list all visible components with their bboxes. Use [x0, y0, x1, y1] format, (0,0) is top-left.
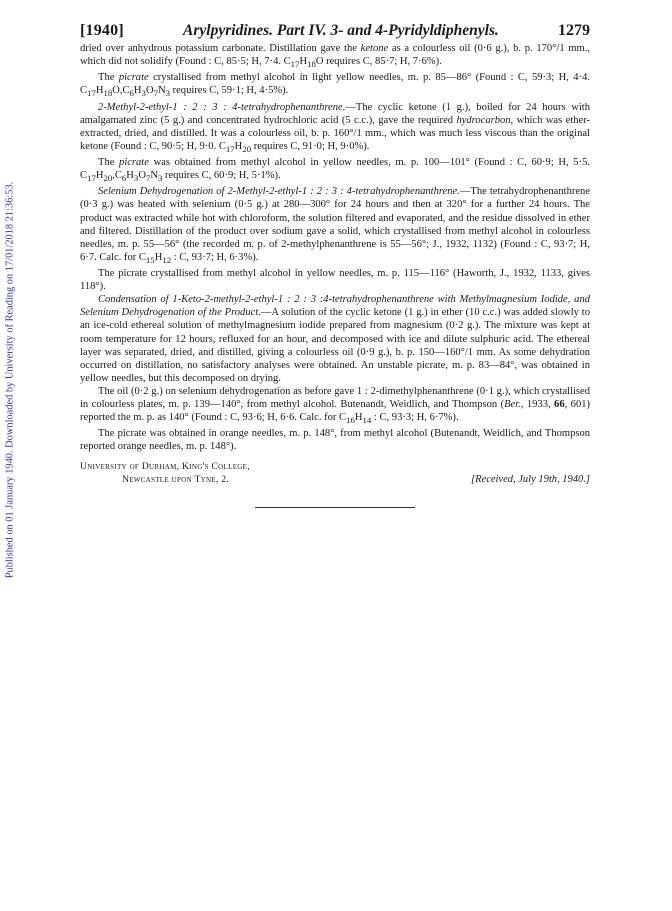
body-paragraph: The picrate was obtained from methyl alcohol in yellow needles, m. p. 100—101° (Found : C, 60·9; H, 5·5. $C_{17}H_{20},C_6H_3O_7N_3$ requires C, 60·9; H, 5·1%).: [80, 157, 590, 184]
affiliation-line-1: University of Durham, King's College,: [80, 461, 250, 473]
affiliation-line-2: Newcastle upon Tyne, 2.: [122, 474, 230, 486]
journal-page: [80, 22, 590, 508]
end-rule: [255, 507, 415, 508]
body-paragraph: dried over anhydrous potassium carbonate. Distillation gave the ketone as a colourless oil (0·6 g.), b. p. 170°/1 mm., which did not solidify (Found : C, 85·5; H, 7·4. $C_{17}H_{18}O$ requires C, 85·7; H, 7·6%).: [80, 43, 590, 70]
body-paragraph: Condensation of 1-Keto-2-methyl-2-ethyl-1 : 2 : 3 :4-tetrahydrophenanthrene with Methylmagnesium Iodide, and Selenium Dehydrogenation of the Product.—A solution of the cyclic ketone (1 g.) in ether (10 c.c.) was added slowly to an ice-cold ethereal solution of methylmagnesium iodide prepared from magnesium (0·2 g.). The mixture was kept at room temperature for 12 hours, refluxed for an hour, and decomposed with ice and dilute sulphuric acid. The ethereal layer was separated, dried, and distilled, giving a colourless oil (0·9 g.), b. p. 150—160°/1 mm. As some dehydration occurred on distillation, no satisfactory analyses were obtained. An unstable picrate, m. p. 83—84°, was obtained in yellow needles, but this decomposed on drying.: [80, 294, 590, 384]
received-date: [Received, July 19th, 1940.]: [471, 474, 590, 486]
running-header: [80, 22, 590, 40]
download-watermark: [2, 120, 18, 640]
body-paragraph: 2-Methyl-2-ethyl-1 : 2 : 3 : 4-tetrahydrophenanthrene.—The cyclic ketone (1 g.), boiled for 24 hours with amalgamated zinc (5 g.) and concentrated hydrochloric acid (5 c.c.), gave the required hydrocarbon, which was ether-extracted, dried, and distilled. It was a colourless oil, b. p. 160°/1 mm., which was much less viscous than the original ketone (Found : C, 90·5; H, 9·0. $C_{17}H_{20}$ requires C, 91·0; H, 9·0%).: [80, 101, 590, 154]
header-title: Arylpyridines. Part IV. 3- and 4-Pyridyldiphenyls.: [183, 22, 499, 39]
body-paragraph: Selenium Dehydrogenation of 2-Methyl-2-ethyl-1 : 2 : 3 : 4-tetrahydrophenanthrene.—The tetrahydrophenanthrene (0·3 g.) was heated with selenium (0·5 g.) at 280—300° for 24 hours and then at 320° for a further 24 hours. The product was extracted while hot with chloroform, the solution filtered and evaporated, and the residue dissolved in ether and filtered. Distillation of the product over sodium gave a solid, which crystallised from methyl alcohol in colourless needles, m. p. 55—56° (the recorded m. p. of 2-methylphenanthrene is 55—56°; J., 1932, 1132) (Found : C, 93·7; H, 6·7. Calc. for $C_{15}H_{12}$ : C, 93·7; H, 6·3%).: [80, 186, 590, 265]
body-paragraph: The oil (0·2 g.) on selenium dehydrogenation as before gave 1 : 2-dimethylphenanthrene (0·1 g.), which crystallised in colourless plates, m. p. 139—140°, from methyl alcohol. Butenandt, Weidlich, and Thompson (Ber., 1933, 66, 601) reported the m. p. as 140° (Found : C, 93·6; H, 6·6. Calc. for $C_{16}H_{14}$ : C, 93·3; H, 6·7%).: [80, 385, 591, 426]
header-year: [1940]: [80, 22, 124, 39]
article-footer: [80, 461, 590, 508]
body-paragraph: The picrate was obtained in orange needles, m. p. 148°, from methyl alcohol (Butenandt, Weidlich, and Thompson reported orange needles, m. p. 148°).: [80, 428, 590, 453]
body-paragraph: The picrate crystallised from methyl alcohol in yellow needles, m. p. 115—116° (Haworth, J., 1932, 1133, gives 118°).: [80, 268, 590, 293]
body-paragraph: The picrate crystallised from methyl alcohol in light yellow needles, m. p. 85—86° (Found : C, 59·3; H, 4·4. $C_{17}H_{18}O,C_6H_3O_7N_3$ requires C, 59·1; H, 4·5%).: [80, 72, 590, 99]
page-number: 1279: [558, 22, 590, 39]
article-body: [80, 42, 590, 453]
download-watermark-text: Published on 01 January 1940. Downloaded by University of Reading on 17/01/2018 21:36:53.: [4, 181, 16, 579]
